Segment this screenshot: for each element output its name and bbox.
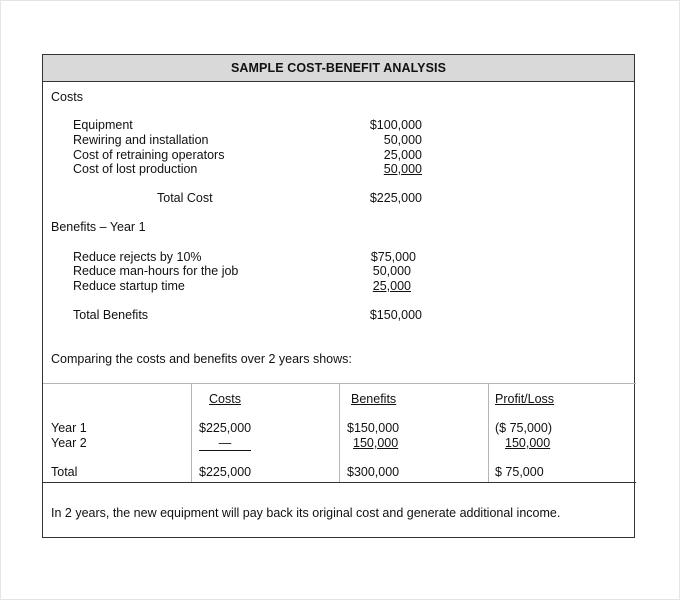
costs-heading: Costs xyxy=(51,90,83,104)
total-cost-value: $225,000 xyxy=(369,191,422,205)
cost-item-value: 25,000 xyxy=(383,148,422,162)
total-benefits-label: Total Benefits xyxy=(73,308,149,322)
benefit-item-value: $75,000 xyxy=(370,250,416,264)
benefits-heading: Benefits – Year 1 xyxy=(51,220,146,234)
cost-item-value: 50,000 xyxy=(383,162,422,176)
benefit-item-value: 25,000 xyxy=(372,279,411,293)
comparison-column-divider xyxy=(488,383,489,482)
benefit-item-value: 50,000 xyxy=(372,264,411,278)
cost-item-label: Cost of lost production xyxy=(73,162,198,176)
comparison-column-divider xyxy=(339,383,340,482)
cost-item-label: Cost of retraining operators xyxy=(73,148,225,162)
cost-item-value: 50,000 xyxy=(383,133,422,147)
year-2-benefits: 150,000 xyxy=(353,436,399,450)
total-profit-loss: $ 75,000 xyxy=(495,465,544,479)
comparison-intro: Comparing the costs and benefits over 2 years shows: xyxy=(51,352,352,366)
total-costs: $225,000 xyxy=(199,465,252,479)
cost-item-value: $100,000 xyxy=(369,118,422,132)
year-1-benefits: $150,000 xyxy=(347,421,400,435)
cost-benefit-document xyxy=(42,54,635,538)
benefit-item-label: Reduce startup time xyxy=(73,279,185,293)
conclusion-text: In 2 years, the new equipment will pay back its original cost and generate additional income. xyxy=(51,506,561,520)
cost-item-label: Rewiring and installation xyxy=(73,133,209,147)
row-label-year-1: Year 1 xyxy=(51,421,87,435)
total-benefits: $300,000 xyxy=(347,465,400,479)
column-header-costs: Costs xyxy=(209,392,241,406)
total-cost-label: Total Cost xyxy=(157,191,213,205)
comparison-table-bottom-rule xyxy=(43,482,636,483)
document-title: SAMPLE COST-BENEFIT ANALYSIS xyxy=(43,55,634,82)
year-2-profit-loss: 150,000 xyxy=(505,436,551,450)
comparison-column-divider xyxy=(191,383,192,482)
column-header-profit-loss: Profit/Loss xyxy=(495,392,555,406)
year-2-costs: — xyxy=(199,436,251,451)
benefit-item-label: Reduce rejects by 10% xyxy=(73,250,202,264)
total-benefits-value: $150,000 xyxy=(369,308,422,322)
row-label-year-2: Year 2 xyxy=(51,436,87,450)
column-header-benefits: Benefits xyxy=(351,392,397,406)
row-label-total: Total xyxy=(51,465,78,479)
cost-item-label: Equipment xyxy=(73,118,133,132)
year-1-costs: $225,000 xyxy=(199,421,252,435)
year-1-profit-loss: ($ 75,000) xyxy=(495,421,552,435)
benefit-item-label: Reduce man-hours for the job xyxy=(73,264,239,278)
